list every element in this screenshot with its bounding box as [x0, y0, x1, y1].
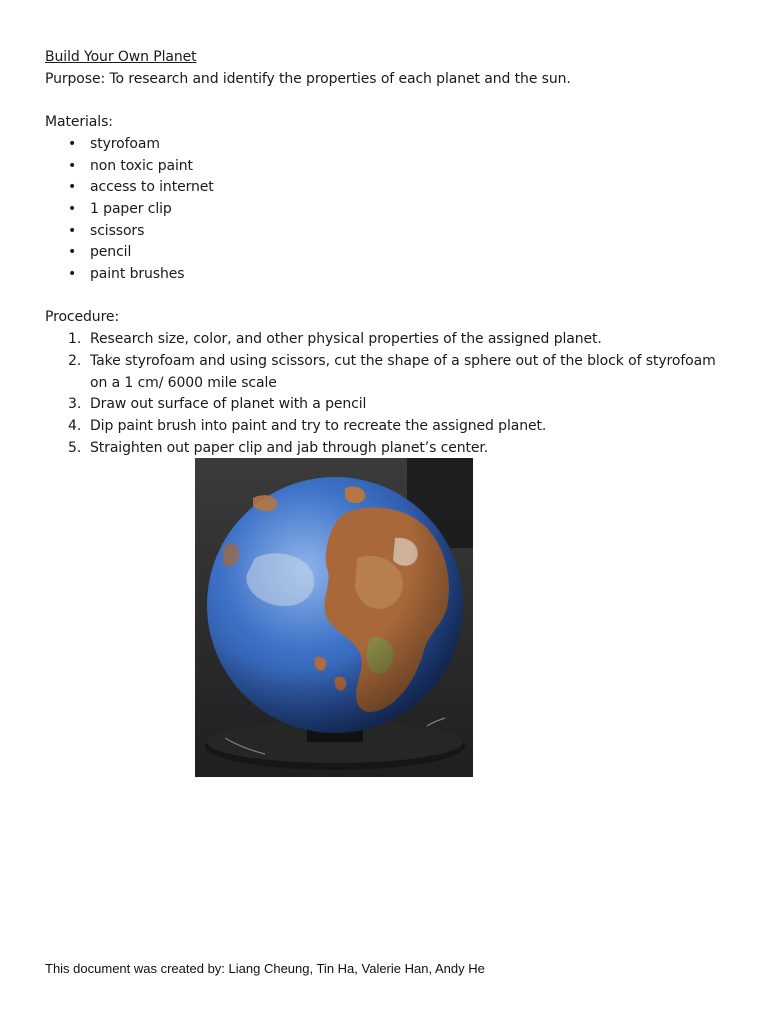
document-credits: This document was created by: Liang Cheung, Tin Ha, Valerie Han, Andy He: [45, 961, 485, 976]
procedure-step: Straighten out paper clip and jab through planet’s center.: [90, 439, 489, 456]
spacer: [45, 286, 735, 308]
procedure-heading: Procedure:: [45, 309, 120, 326]
procedure-step: Dip paint brush into paint and try to recreate the assigned planet.: [90, 417, 547, 434]
materials-item: • 1 paper clip: [90, 199, 735, 221]
procedure-list: [45, 329, 735, 459]
procedure-step: Take styrofoam and using scissors, cut the shape of a sphere out of the block of styrofoam on a 1 cm/ 6000 mile scale: [90, 352, 716, 391]
materials-item: • access to internet: [90, 177, 735, 199]
purpose-line: Purpose: To research and identify the properties of each planet and the sun.: [45, 70, 571, 87]
procedure-step: Research size, color, and other physical properties of the assigned planet.: [90, 331, 602, 348]
materials-heading: Materials:: [45, 114, 113, 131]
materials-list: [45, 134, 735, 286]
procedure-step: Draw out surface of planet with a pencil: [90, 396, 367, 413]
materials-item: • styrofoam: [90, 134, 735, 156]
materials-item: • paint brushes: [90, 264, 735, 286]
materials-item: • non toxic paint: [90, 156, 735, 178]
materials-item: • pencil: [90, 242, 735, 264]
document-body: [45, 47, 735, 459]
spacer: [45, 90, 735, 112]
document-title: Build Your Own Planet: [45, 49, 197, 65]
planet-model-illustration: [195, 458, 473, 777]
materials-item: • scissors: [90, 221, 735, 243]
planet-model-photo: [195, 458, 473, 777]
